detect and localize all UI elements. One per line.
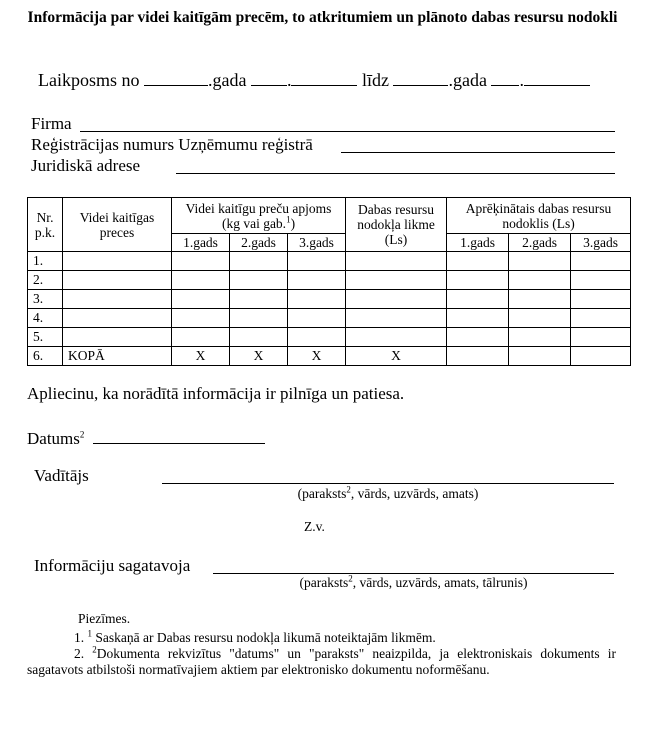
table-row xyxy=(28,290,631,309)
table-cell[interactable] xyxy=(447,347,509,366)
caption-footnote-ref: 2 xyxy=(346,484,351,495)
x-mark: X xyxy=(346,347,447,366)
header-calculated-tax: Aprēķinātais dabas resursu nodoklis (Ls) xyxy=(447,198,631,234)
table-cell[interactable] xyxy=(172,252,230,271)
note-1-ref: 1 xyxy=(87,628,92,639)
period-dot-1: . xyxy=(286,70,292,90)
table-cell[interactable] xyxy=(288,252,346,271)
table-cell[interactable] xyxy=(63,309,172,328)
table-cell[interactable] xyxy=(346,252,447,271)
note-1-number: 1. xyxy=(74,630,85,645)
x-mark: X xyxy=(288,347,346,366)
period-dot-2: . xyxy=(519,70,524,90)
table-cell[interactable] xyxy=(288,328,346,347)
period-to-day-field[interactable] xyxy=(491,70,519,86)
x-mark: X xyxy=(172,347,230,366)
table-cell[interactable] xyxy=(172,328,230,347)
reg-number-field[interactable] xyxy=(341,152,615,153)
table-cell[interactable] xyxy=(571,328,631,347)
preparer-signature-caption xyxy=(213,575,614,591)
address-field[interactable] xyxy=(176,173,615,174)
firma-label: Firma xyxy=(31,114,72,133)
table-cell[interactable] xyxy=(172,290,230,309)
table-cell[interactable] xyxy=(288,290,346,309)
firma-field[interactable] xyxy=(80,131,615,132)
document-title: Informācija par videi kaitīgām precēm, to atkritumiem un plānoto dabas resursu nodokli xyxy=(27,9,618,26)
header-amount xyxy=(172,198,346,234)
manager-signature-field[interactable] xyxy=(162,483,614,484)
header-tax-year-1: 1.gads xyxy=(447,234,509,252)
header-goods: Videi kaitīgas preces xyxy=(63,198,172,252)
table-row xyxy=(28,309,631,328)
row-number: 4. xyxy=(28,309,63,328)
table-cell[interactable] xyxy=(172,309,230,328)
period-gada-1: .gada xyxy=(208,70,247,90)
table-cell[interactable] xyxy=(509,309,571,328)
table-cell[interactable] xyxy=(447,271,509,290)
table-cell[interactable] xyxy=(571,290,631,309)
table-cell[interactable] xyxy=(447,328,509,347)
table-cell[interactable] xyxy=(230,290,288,309)
row-number: 5. xyxy=(28,328,63,347)
notes-section xyxy=(27,611,616,678)
table-cell[interactable] xyxy=(230,252,288,271)
table-cell[interactable] xyxy=(509,271,571,290)
date-line xyxy=(27,428,265,449)
header-amount-year-3: 3.gads xyxy=(288,234,346,252)
table-cell[interactable] xyxy=(346,309,447,328)
table-cell[interactable] xyxy=(346,328,447,347)
manager-signature-caption xyxy=(162,486,614,502)
seal-place: Z.v. xyxy=(304,519,325,534)
table-cell[interactable] xyxy=(509,290,571,309)
period-from-day-field[interactable] xyxy=(251,70,287,86)
table-cell[interactable] xyxy=(447,290,509,309)
period-from-month-field[interactable] xyxy=(291,70,357,86)
x-mark: X xyxy=(230,347,288,366)
header-amount-year-1: 1.gads xyxy=(172,234,230,252)
header-tax-rate: Dabas resursu nodokļa likme (Ls) xyxy=(346,198,447,252)
header-amount-title: Videi kaitīgu preču apjoms xyxy=(185,200,332,216)
table-cell[interactable] xyxy=(447,252,509,271)
period-from-label: Laikposms no xyxy=(38,70,140,90)
notes-heading: Piezīmes. xyxy=(78,611,131,626)
caption-part: , vārds, uzvārds, amats, tālrunis) xyxy=(352,575,528,590)
table-cell[interactable] xyxy=(346,290,447,309)
header-tax-year-2: 2.gads xyxy=(509,234,571,252)
date-label: Datums xyxy=(27,429,80,448)
date-footnote-ref: 2 xyxy=(79,429,85,440)
table-cell[interactable] xyxy=(509,252,571,271)
table-cell[interactable] xyxy=(63,252,172,271)
caption-footnote-ref: 2 xyxy=(348,573,353,584)
note-2 xyxy=(27,646,616,678)
header-amount-unit: (kg vai gab. xyxy=(221,215,287,231)
table-cell[interactable] xyxy=(571,252,631,271)
header-amount-footnote-ref: 1 xyxy=(286,214,291,224)
total-row xyxy=(28,347,631,366)
reg-number-label: Reģistrācijas numurs Uzņēmumu reģistrā xyxy=(31,135,313,154)
table-cell[interactable] xyxy=(63,271,172,290)
manager-label: Vadītājs xyxy=(34,466,89,485)
date-field[interactable] xyxy=(93,428,265,444)
period-to-year-field[interactable] xyxy=(393,70,448,86)
header-nr: Nr. p.k. xyxy=(28,198,63,252)
table-cell[interactable] xyxy=(288,309,346,328)
total-label: KOPĀ xyxy=(63,347,172,366)
table-cell[interactable] xyxy=(230,328,288,347)
period-to-month-field[interactable] xyxy=(524,70,590,86)
table-cell[interactable] xyxy=(571,309,631,328)
caption-part: (paraksts xyxy=(299,575,349,590)
note-2-ref: 2 xyxy=(92,644,97,655)
row-number: 6. xyxy=(28,347,63,366)
table-cell[interactable] xyxy=(571,271,631,290)
header-amount-close: ) xyxy=(290,215,296,231)
row-number: 1. xyxy=(28,252,63,271)
row-number: 3. xyxy=(28,290,63,309)
preparer-label: Informāciju sagatavoja xyxy=(34,556,191,575)
note-1 xyxy=(27,630,616,646)
period-gada-2: .gada xyxy=(448,70,487,90)
table-cell[interactable] xyxy=(63,328,172,347)
address-label: Juridiskā adrese xyxy=(31,156,141,175)
table-row xyxy=(28,271,631,290)
period-line xyxy=(38,70,590,91)
table-cell[interactable] xyxy=(571,347,631,366)
caption-part: , vārds, uzvārds, amats) xyxy=(350,486,479,501)
header-amount-year-2: 2.gads xyxy=(230,234,288,252)
table-cell[interactable] xyxy=(63,290,172,309)
table-cell[interactable] xyxy=(447,309,509,328)
note-2-text: Dokumenta rekvizītus "datums" un "paraksts" neaizpilda, ja elektroniskais dokuments ir sagatavots atbilstoši normatīvajiem aktiem par elektronisko dokumentu noformēšanu. xyxy=(27,646,617,677)
header-tax-year-3: 3.gads xyxy=(571,234,631,252)
table-cell[interactable] xyxy=(172,271,230,290)
table-cell[interactable] xyxy=(230,271,288,290)
table-cell[interactable] xyxy=(346,271,447,290)
period-to-label: līdz xyxy=(361,70,389,90)
table-row xyxy=(28,252,631,271)
table-cell[interactable] xyxy=(509,328,571,347)
certification-statement: Apliecinu, ka norādītā informācija ir pilnīga un patiesa. xyxy=(27,384,405,403)
row-number: 2. xyxy=(28,271,63,290)
period-from-year-field[interactable] xyxy=(144,70,208,86)
note-1-text: Saskaņā ar Dabas resursu nodokļa likumā noteiktajām likmēm. xyxy=(95,630,436,645)
table-row xyxy=(28,328,631,347)
preparer-signature-field[interactable] xyxy=(213,573,614,574)
table-cell[interactable] xyxy=(288,271,346,290)
goods-table xyxy=(27,197,631,366)
caption-part: (paraksts xyxy=(297,486,347,501)
note-2-number: 2. xyxy=(74,646,85,661)
table-cell[interactable] xyxy=(230,309,288,328)
table-cell[interactable] xyxy=(509,347,571,366)
